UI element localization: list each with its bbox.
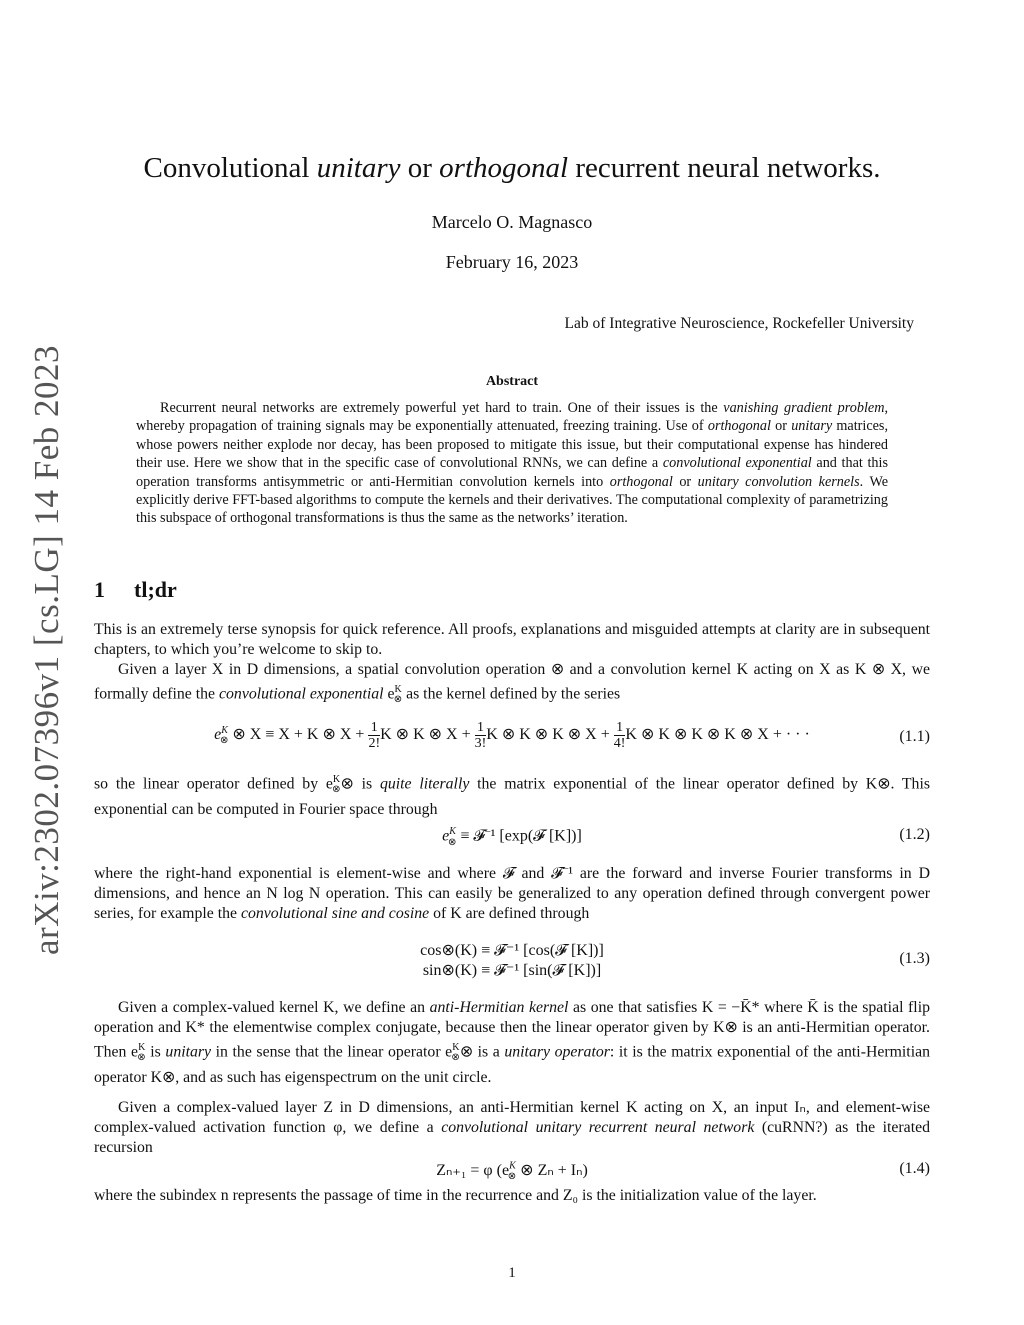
arxiv-id[interactable]: arXiv:2302.07396v1 [cs.LG] 14 Feb 2023	[27, 344, 67, 956]
equation-1-2: $e^K_\otimes$ ≡ 𝓕⁻¹ [exp(𝓕 [K])] (1.2)	[442, 826, 930, 848]
arxiv-stamp	[22, 344, 72, 956]
paper-title: Convolutional unitary or orthogonal recurrent neural networks.	[143, 152, 881, 184]
paragraph-conv-exponential: Given a layer X in D dimensions, a spatial convolution operation ⊗ and a convolution kernel K acting on X as K ⊗ X, we formally define the convolutional exponential $e^K_\otimes$ as the kernel defined by the series	[94, 661, 930, 706]
paragraph-matrix-exponential: so the linear operator defined by $e^K_\otimes\otimes$ is quite literally the matrix exponential of the linear operator defined by K⊗. This exponential can be computed in Fourier space through	[94, 774, 930, 819]
equation-1-4: Zₙ₊₁ = φ ($e^K_\otimes$ ⊗ Zₙ + Iₙ) (1.4)	[436, 1160, 930, 1183]
equation-1-3: cos⊗(K) ≡ 𝓕⁻¹ [cos(𝓕 [K])] sin⊗(K) ≡ 𝓕⁻¹ [sin(𝓕 [K])] (1.3)	[420, 942, 930, 979]
abstract-body: Recurrent neural networks are extremely powerful yet hard to train. One of their issues is the vanishing gradient problem, whereby propagation of training signals may be exponentially attenuated, freezing training. Use of orthogonal or unitary matrices, whose powers neither explode nor decay, has been proposed to mitigate this issue, but their computational expense has hindered their use. Here we show that in the specific case of convolutional RNNs, we can define a convolutional exponential and that this operation transforms antisymmetric or anti-Hermitian convolution kernels into orthogonal or unitary convolution kernels. We explicitly derive FFT-based algorithms to compute the kernels and their derivatives. The computational complexity of parametrizing this subspace of orthogonal transformations is thus the same as the networks’ iteration.	[136, 400, 889, 527]
section-title: tl;dr	[134, 577, 177, 602]
section-heading	[94, 577, 177, 603]
date: February 16, 2023	[445, 252, 579, 272]
author: Marcelo O. Magnasco	[431, 212, 593, 232]
equation-number: (1.2)	[899, 826, 930, 843]
equation-number: (1.3)	[899, 950, 930, 967]
paragraph-fourier: where the right-hand exponential is element-wise and where 𝓕 and 𝓕⁻¹ are the forward and inverse Fourier transforms in D dimensions, and hence an N log N operation. This can easily be generalized to any operation defined through convergent power series, for example the convolutional sine and cosine of K are defined through	[94, 865, 930, 922]
paragraph-anti-hermitian: Given a complex-valued kernel K, we define an anti-Hermitian kernel as one that satisfies K = −K̄* where K̄ is the spatial flip operation and K* the elementwise complex conjugate, because then the linear operator given by K⊗ is an anti-Hermitian operator. Then $e^K_\otimes$ is unitary in the sense that the linear operator $e^K_\otimes\otimes$ is a unitary operator: it is the matrix exponential of the anti-Hermitian operator K⊗, and as such has eigenspectrum on the unit circle.	[94, 999, 931, 1087]
section-number: 1	[94, 577, 105, 602]
paragraph-synopsis: This is an extremely terse synopsis for quick reference. All proofs, explanations and misguided attempts at clarity are in subsequent chapters, to which you’re welcome to skip to.	[94, 621, 930, 658]
equation-number: (1.1)	[899, 728, 930, 745]
equation-1-1: $e^K_\otimes$ ⊗ X ≡ X + K ⊗ X + $\frac{1}{2!}$ K ⊗ K ⊗ X + $\frac{1}{3!}$ K ⊗ K ⊗ K ⊗ X + $\frac{1}{4!}$ K ⊗ K ⊗ K ⊗ K ⊗ X + · · · (1.1)	[214, 720, 930, 751]
paragraph-curnn: Given a complex-valued layer Z in D dimensions, an anti-Hermitian kernel K acting on X, an input Iₙ, and element-wise complex-valued activation function φ, we define a convolutional unitary recurrent neural network (cuRNN?) as the iterated recursion	[94, 1099, 930, 1156]
affiliation: Lab of Integrative Neuroscience, Rockefeller University	[564, 315, 914, 332]
abstract-heading: Abstract	[485, 374, 539, 389]
equation-number: (1.4)	[899, 1160, 930, 1177]
page-number: 1	[508, 1265, 516, 1281]
paragraph-subindex: where the subindex n represents the passage of time in the recurrence and Z₀ is the initialization value of the layer.	[94, 1187, 817, 1204]
